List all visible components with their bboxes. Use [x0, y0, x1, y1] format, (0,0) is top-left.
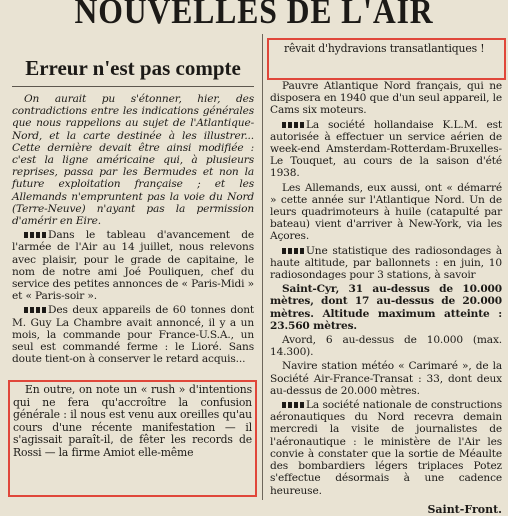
section-rule [12, 86, 254, 87]
paragraph-statistics [270, 245, 502, 282]
highlight-box-right [267, 38, 506, 80]
right-column [270, 80, 502, 516]
section-title: Erreur n'est pas compte [25, 56, 241, 80]
highlight-box-left [8, 380, 257, 497]
lead-paragraph: On aurait pu s'étonner, hier, des contradictions entre les indications générales que nous rappelions au sujet de l'Atlantique-Nord, et la carte destinée à les illustrer... Cette dernière devait être ainsi modifiée : c'est la ligne américaine qui, à plusieurs reprises, passa par les Bermudes et non la future exploitation française ; et les Allemands n'empruntent pas la voie du Nord (Terre-Neuve) n'ayant pas la permission d'amérir en Eire. [12, 93, 254, 228]
bullet-mark-icon [282, 248, 304, 254]
paragraph-statistics-text: Une statistique des radiosondages à haute altitude, par ballonnets : en juin, 10 radiosondages pour 3 stations, à savoir [270, 244, 502, 282]
bullet-mark-icon [24, 307, 46, 313]
paragraph-nord-text: La société nationale de constructions aéronautiques du Nord recevra demain mercredi la visite de journalistes de l'aéronautique : le ministère de l'Air les convie à constater que la sortie de Méaulte des bombardiers légers triplaces Potez s'effectue désormais à une cadence heureuse. [270, 399, 502, 497]
paragraph-nord [270, 399, 502, 497]
paragraph-klm-text: La société hollandaise K.L.M. est autorisée à effectuer un service aérien de week-end Amsterdam-Rotterdam-Bruxelles-Le Touquet, au cours de la saison d'été 1938. [270, 118, 502, 180]
bullet-mark-icon [282, 402, 304, 408]
page-headline: NOUVELLES DE L'AIR [74, 0, 434, 31]
paragraph-promotion [12, 229, 254, 302]
bullet-mark-icon [282, 122, 304, 128]
paragraph-avord: Avord, 6 au-dessus de 10.000 (max. 14.300). [270, 334, 502, 359]
paragraph-klm [270, 119, 502, 180]
paragraph-aircraft-order-text: Des deux appareils de 60 tonnes dont M. Guy La Chambre avait annoncé, il y a un mois, la commande pour France-U.S.A., un seul est commandé ferme : le Lioré. Sans doute tient-on à conserver le retard acquis... [12, 304, 254, 366]
paragraph-aircraft-order [12, 304, 254, 365]
paragraph-carimare: Navire station météo « Carimaré », de la Société Air-France-Transat : 33, dont deux au-dessus de 20.000 mètres. [270, 360, 502, 397]
column-divider [262, 34, 263, 500]
highlight-left-text: En outre, on note un « rush » d'intentions qui ne fera qu'accroître la confusion générale : il nous est venu aux oreilles qu'au cours d'une récente manifestation — il s'agissait paraît-il, de fêter les records de Rossi — la firme Amiot elle-même [13, 383, 252, 459]
left-column [12, 56, 254, 365]
paragraph-saint-cyr: Saint-Cyr, 31 au-dessus de 10.000 mètres, dont 17 au-dessus de 20.000 mètres. Altitude maximum atteinte : 23.560 mètres. [270, 283, 502, 332]
paragraph-atlantic: Pauvre Atlantique Nord français, qui ne disposera en 1940 que d'un seul appareil, le Cams six moteurs. [270, 80, 502, 117]
paragraph-germans: Les Allemands, eux aussi, ont « démarré » cette année sur l'Atlantique Nord. Un de leurs quadrimoteurs à huile (catapulté par bateau) vient d'arriver à New-York, via les Açores. [270, 181, 502, 243]
paragraph-promotion-text: Dans le tableau d'avancement de l'armée de l'Air au 14 juillet, nous relevons avec plaisir, pour le grade de capitaine, le nom de notre ami Joé Pouliquen, chef du service des petites annonces de « Paris-Midi » et « Paris-soir ». [12, 229, 254, 303]
author-signature: Saint-Front. [427, 502, 502, 516]
bullet-mark-icon [24, 232, 46, 238]
highlight-right-text: rêvait d'hydravions transatlantiques ! [284, 42, 485, 55]
